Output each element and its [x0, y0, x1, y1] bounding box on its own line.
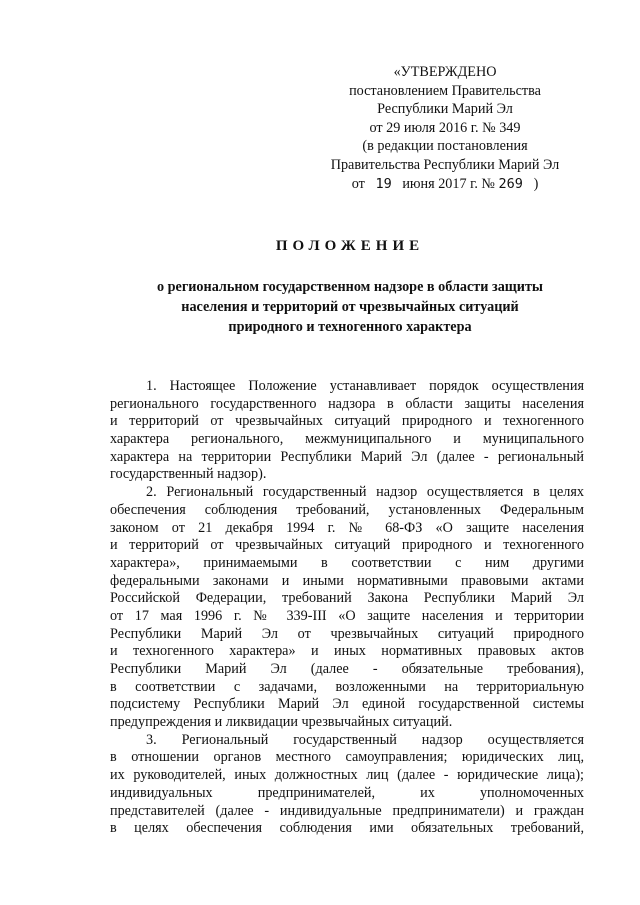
approval-date-line: [300, 175, 590, 194]
date-day: 19: [375, 175, 392, 192]
document-title: ПОЛОЖЕНИЕ: [275, 238, 425, 254]
document-number: 269: [498, 175, 523, 192]
body-line: их руководителей, иных должностных лиц (далее - юридические лица);: [110, 767, 584, 784]
body-line: регионального государственного надзора в области защиты населения: [110, 395, 584, 412]
body-line: и территорий от чрезвычайных ситуаций природного и техногенного: [110, 413, 584, 430]
body-line: в отношении органов местного самоуправления; юридических лиц,: [110, 749, 584, 766]
body-line: и территорий от чрезвычайных ситуаций природного и техногенного: [110, 537, 584, 554]
date-prefix: от: [351, 175, 365, 192]
body-line: 2. Региональный государственный надзор осуществляется в целях: [146, 484, 584, 501]
body-line: характера», принимаемыми в соответствии с ним другими: [110, 554, 584, 571]
approval-line: от 29 июля 2016 г. № 349: [369, 119, 521, 136]
body-line: от 17 мая 1996 г. № 339-III «О защите населения и территории: [110, 607, 584, 624]
approval-stamp: [300, 63, 590, 193]
body-line: индивидуальных предпринимателей, их уполномоченных: [110, 784, 584, 801]
body-line: характера регионального, межмуниципального и муниципального: [110, 431, 584, 448]
approval-line: Республики Марий Эл: [377, 101, 513, 118]
date-suffix: ): [533, 175, 539, 192]
approval-line: «УТВЕРЖДЕНО: [393, 64, 497, 80]
body-line: и техногенного характера» и иных нормативных правовых актов: [110, 643, 584, 660]
body-line: подсистему Республики Марий Эл единой государственной системы: [110, 696, 584, 713]
date-middle: июня 2017 г. №: [402, 175, 495, 192]
body-line: представителей (далее - индивидуальные предприниматели) и граждан: [110, 802, 584, 819]
body-line: в целях обеспечения соблюдения ими обязательных требований,: [110, 820, 584, 837]
subtitle-line: природного и техногенного характера: [228, 319, 472, 335]
body-line: федеральными законами и иными нормативными правовыми актами: [110, 572, 584, 589]
subtitle-line: о региональном государственном надзоре в области защиты: [156, 279, 543, 295]
approval-line: (в редакции постановления: [362, 138, 528, 155]
body-line: государственный надзор).: [110, 466, 267, 483]
document-body: [110, 378, 584, 838]
body-line: 3. Региональный государственный надзор осуществляется: [146, 731, 584, 748]
subtitle-line: населения и территорий от чрезвычайных ситуаций: [181, 299, 519, 315]
body-line: обеспечения соблюдения требований, установленных Федеральным: [110, 501, 584, 518]
body-line: 1. Настоящее Положение устанавливает порядок осуществления: [146, 378, 584, 394]
body-line: Российской Федерации, требований Закона Республики Марий Эл: [110, 590, 584, 607]
body-line: характера на территории Республики Марий Эл (далее - региональный: [110, 448, 584, 465]
body-line: законом от 21 декабря 1994 г. № 68-ФЗ «О защите населения: [110, 519, 584, 536]
document-subtitle: [110, 277, 590, 337]
body-line: предупреждения и ликвидации чрезвычайных ситуаций.: [110, 714, 453, 731]
body-line: в соответствии с задачами, возложенными на территориальную: [110, 678, 584, 695]
body-line: Республики Марий Эл (далее - обязательные требования),: [110, 661, 584, 677]
approval-line: постановлением Правительства: [349, 82, 541, 99]
body-line: Республики Марий Эл от чрезвычайных ситуаций природного: [110, 625, 584, 642]
approval-line: Правительства Республики Марий Эл: [330, 156, 560, 173]
